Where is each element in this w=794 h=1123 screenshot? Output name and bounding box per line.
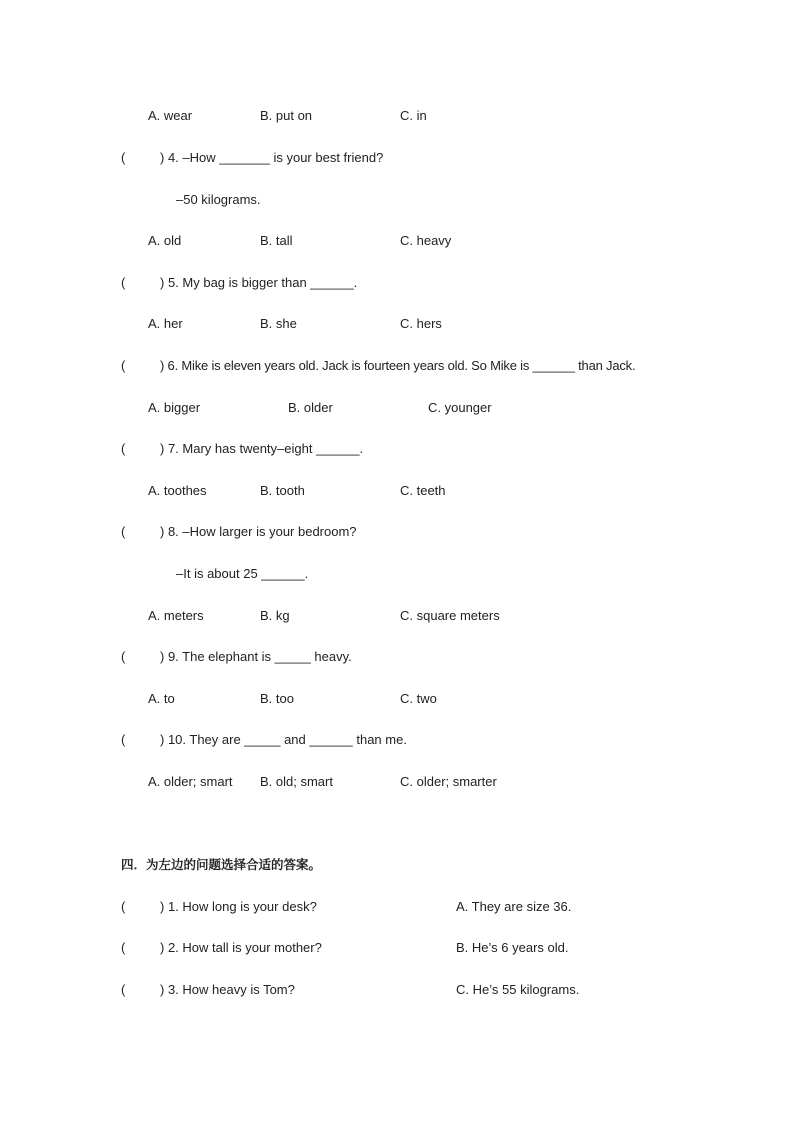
section4-heading: 四．为左边的问题选择合适的答案。 [121, 857, 322, 872]
q6-option-b: B. older [288, 400, 333, 415]
q4-option-b: B. tall [260, 233, 293, 248]
q6-text: ) 6. Mike is eleven years old. Jack is fourteen years old. So Mike is ______ than Jack. [160, 358, 636, 373]
q8-option-a: A. meters [148, 608, 204, 623]
q3-option-a: A. wear [148, 108, 193, 123]
q9-option-b: B. too [260, 691, 294, 706]
s4-item1-paren: ( [121, 899, 126, 914]
q6-option-a: A. bigger [148, 400, 201, 415]
s4-item3-paren: ( [121, 982, 126, 997]
q9-option-a: A. to [148, 691, 175, 706]
s4-item2-answer: B. He’s 6 years old. [456, 940, 569, 955]
q8-option-b: B. kg [260, 608, 290, 623]
q7-option-a: A. toothes [148, 483, 207, 498]
q9-paren: ( [121, 649, 126, 664]
s4-item2-question: ) 2. How tall is your mother? [160, 940, 322, 955]
q5-option-b: B. she [260, 316, 297, 331]
q8-paren: ( [121, 524, 126, 539]
q5-text: ) 5. My bag is bigger than ______. [160, 275, 358, 290]
q5-paren: ( [121, 275, 126, 290]
s4-item3-question: ) 3. How heavy is Tom? [160, 982, 295, 997]
q6-paren: ( [121, 358, 126, 373]
q7-text: ) 7. Mary has twenty–eight ______. [160, 441, 364, 456]
q7-paren: ( [121, 441, 126, 456]
s4-item1-question: ) 1. How long is your desk? [160, 899, 317, 914]
q7-option-c: C. teeth [400, 483, 446, 498]
q8-text: ) 8. –How larger is your bedroom? [160, 524, 357, 539]
q9-text: ) 9. The elephant is _____ heavy. [160, 649, 352, 664]
q4-paren: ( [121, 150, 126, 165]
q10-option-b: B. old; smart [260, 774, 333, 789]
q8-option-c: C. square meters [400, 608, 500, 623]
s4-item1-answer: A. They are size 36. [456, 899, 572, 914]
q4-option-c: C. heavy [400, 233, 452, 248]
q5-option-c: C. hers [400, 316, 442, 331]
q10-paren: ( [121, 732, 126, 747]
q10-option-a: A. older; smart [148, 774, 233, 789]
q10-option-c: C. older; smarter [400, 774, 497, 789]
q4-answer-line: –50 kilograms. [176, 192, 261, 207]
q6-option-c: C. younger [428, 400, 492, 415]
s4-item3-answer: C. He’s 55 kilograms. [456, 982, 580, 997]
q3-option-b: B. put on [260, 108, 313, 123]
q4-text: ) 4. –How _______ is your best friend? [160, 150, 384, 165]
q7-option-b: B. tooth [260, 483, 305, 498]
q5-option-a: A. her [148, 316, 183, 331]
q3-option-c: C. in [400, 108, 427, 123]
q9-option-c: C. two [400, 691, 437, 706]
q10-text: ) 10. They are _____ and ______ than me. [160, 732, 407, 747]
q4-option-a: A. old [148, 233, 182, 248]
q8-answer-line: –It is about 25 ______. [176, 566, 309, 581]
s4-item2-paren: ( [121, 940, 126, 955]
